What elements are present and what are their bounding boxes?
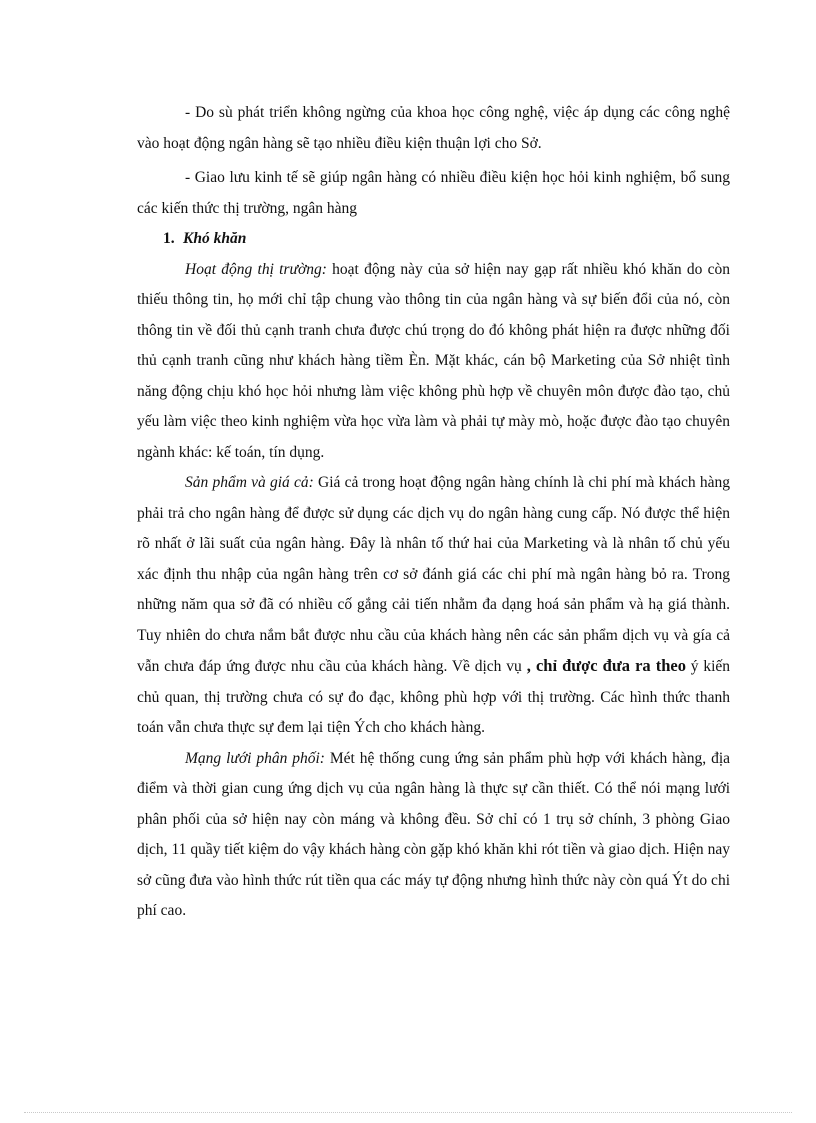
product-tail: ý kiến chủ quan, thị trường chưa có sự đo đạc, không phù hợp với thị trường. Các hình thức thanh toán vẫn chưa thực sự đem lại tiện Ých cho khách hàng. [137, 658, 730, 736]
heading-number: 1. [163, 230, 175, 247]
network-body: Mét hệ thống cung ứng sản phẩm phù hợp với khách hàng, địa điểm và thời gian cung ứng dịch vụ của ngân hàng là thực sự cần thiết. Có thể nói mạng lưới phân phối của sở hiện nay còn máng và không đều. Sở chỉ có 1 trụ sở chính, 3 phòng Giao dịch, 11 quầy tiết kiệm do vậy khách hàng còn gặp khó khăn khi rót tiền và giao dịch. Hiện nay sở cũng đưa vào hình thức rút tiền qua các máy tự động nhưng hình thức này còn quá Ýt do chi phí cao. [137, 749, 731, 919]
paragraph-distribution-network [137, 744, 730, 927]
paragraph-product-price [137, 468, 730, 744]
product-lead: Sản phẩm và giá cả: [185, 474, 314, 491]
paragraph-technology: - Do sù phát triển không ngừng của khoa học công nghệ, việc áp dụng các công nghệ vào hoạt động ngân hàng sẽ tạo nhiều điều kiện thuận lợi cho Sở. [137, 104, 730, 152]
product-emphasis: , chỉ được đưa ra theo [521, 656, 686, 675]
paragraph-economic-exchange: - Giao lưu kinh tế sẽ giúp ngân hàng có nhiều điều kiện học hỏi kinh nghiệm, bổ sung các kiến thức thị trường, ngân hàng [137, 169, 730, 217]
market-lead: Hoạt động thị trường: [185, 260, 327, 278]
document-body [137, 98, 730, 927]
network-lead: Mạng lưới phân phối: [185, 749, 325, 767]
page-bottom-border [24, 1112, 792, 1113]
product-body: Giá cả trong hoạt động ngân hàng chính là chi phí mà khách hàng phải trả cho ngân hàng để được sử dụng các dịch vụ do ngân hàng cung cấp. Nó được thể hiện rõ nhất ở lãi suất của ngân hàng. Đây là nhân tố thứ hai của Marketing và là nhân tố chủ yếu xác định thu nhập của ngân hàng trên cơ sở đánh giá các chi phí mà ngân hàng bỏ ra. Trong những năm qua sở đã có nhiều cố gắng cải tiến nhằm đa dạng hoá sản phẩm và hạ giá thành. Tuy nhiên do chưa nắm bắt được nhu cầu của khách hàng nên các sản phẩm dịch vụ và gía cả vẫn chưa đáp ứng được nhu cầu của khách hàng. Về dịch vụ [137, 474, 731, 675]
section-heading-difficulties [137, 224, 730, 255]
market-body: hoạt động này của sở hiện nay gạp rất nhiều khó khăn do còn thiếu thông tin, họ mới chỉ tập chung vào thông tin của ngân hàng và sự biến đổi của nó, còn thông tin về đối thủ cạnh tranh chưa được chú trọng do đó không phát hiện ra được những đối thủ cạnh tranh cũng như khách hàng tiềm Èn. Mặt khác, cán bộ Marketing của Sở nhiệt tình năng động chịu khó học hỏi nhưng làm việc không phù hợp về chuyên môn được đào tạo, chủ yếu làm việc theo kinh nghiệm vừa học vừa làm và phải tự mày mò, hoặc được đào tạo chuyên ngành khác: kế toán, tín dụng. [137, 260, 730, 461]
paragraph-market-activity [137, 255, 730, 469]
heading-text: Khó khăn [183, 230, 247, 247]
